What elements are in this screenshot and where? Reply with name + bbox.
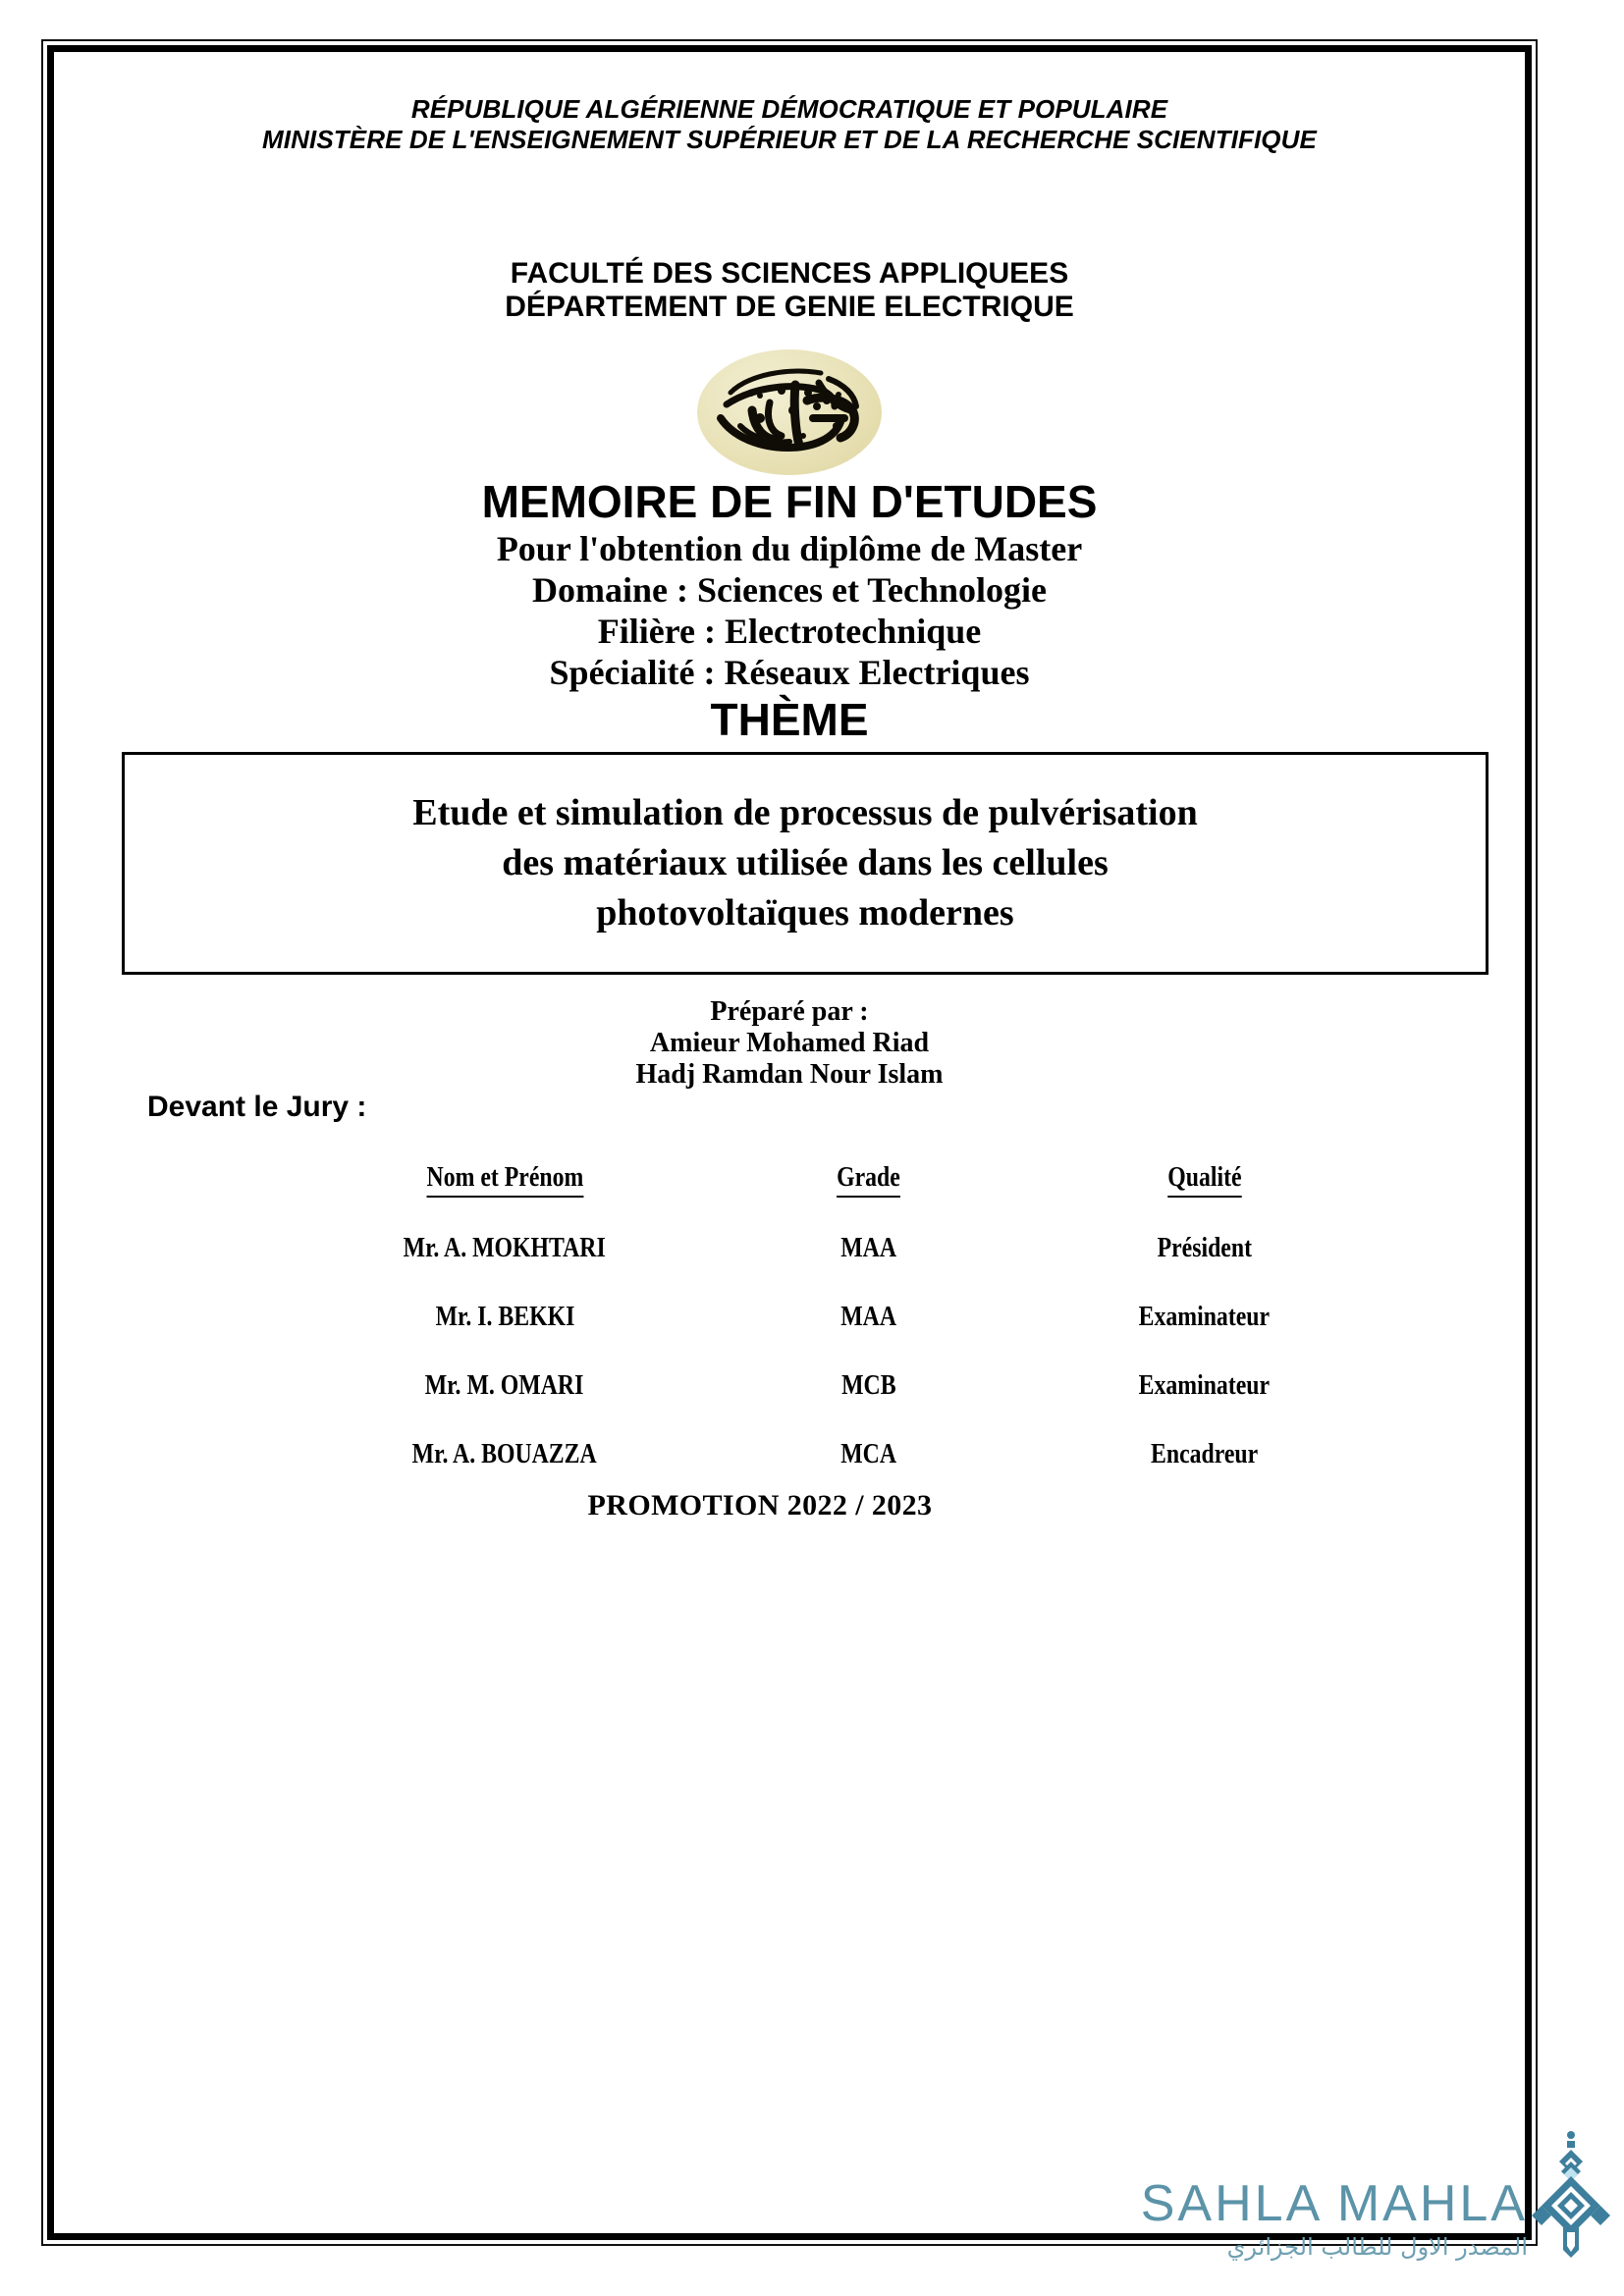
department-name: DÉPARTEMENT DE GENIE ELECTRIQUE xyxy=(505,291,1074,323)
document-type-title: MEMOIRE DE FIN D'ETUDES xyxy=(481,476,1098,527)
table-row xyxy=(281,1283,1400,1352)
student-row xyxy=(55,1028,1524,1059)
diploma-row xyxy=(55,528,1524,569)
jury-cell-grade: MCB xyxy=(840,1369,896,1402)
jury-column-grade: Grade xyxy=(729,1149,1008,1214)
watermark-title: SAHLA MAHLA xyxy=(1140,2175,1528,2232)
student-name: Hadj Ramdan Nour Islam xyxy=(635,1058,944,1090)
document-type-row xyxy=(55,475,1524,528)
jury-cell-grade: MCA xyxy=(840,1438,896,1470)
cover-page-content xyxy=(55,53,1524,2232)
jury-cell-quality: Examinateur xyxy=(1138,1369,1271,1402)
table-row xyxy=(281,1420,1400,1489)
jury-table xyxy=(281,1149,1400,1489)
ministry-line-row xyxy=(55,125,1524,155)
jury-column-name: Nom et Prénom xyxy=(281,1149,729,1214)
theme-label: THÈME xyxy=(710,694,869,745)
watermark-subtitle: المصدر الاول للطالب الجزائري xyxy=(1226,2233,1528,2261)
student-row xyxy=(55,1059,1524,1091)
student-name: Amieur Mohamed Riad xyxy=(649,1027,930,1058)
theme-line-3: photovoltaïques modernes xyxy=(596,891,1014,934)
table-row xyxy=(281,1214,1400,1283)
jury-cell-name: Mr. A. BOUAZZA xyxy=(411,1438,598,1470)
theme-line-2: des matériaux utilisée dans les cellules xyxy=(502,841,1109,883)
domaine-line: Domaine : Sciences et Technologie xyxy=(532,570,1047,610)
faculty-row xyxy=(55,257,1524,291)
jury-cell-quality: Encadreur xyxy=(1150,1438,1259,1470)
republic-line: RÉPUBLIQUE ALGÉRIENNE DÉMOCRATIQUE ET POPULAIRE xyxy=(410,94,1168,124)
university-logo-wrap xyxy=(55,349,1524,475)
jury-cell-quality: Examinateur xyxy=(1138,1301,1271,1333)
theme-box xyxy=(122,752,1489,975)
domaine-row xyxy=(55,569,1524,611)
jury-table-header-row xyxy=(281,1149,1400,1214)
jury-cell-name: Mr. A. MOKHTARI xyxy=(403,1232,607,1264)
ministry-line: MINISTÈRE DE L'ENSEIGNEMENT SUPÉRIEUR ET DE LA RECHERCHE SCIENTIFIQUE xyxy=(262,125,1317,154)
amazigh-diamond-logo-icon xyxy=(1524,2130,1618,2265)
department-row xyxy=(55,291,1524,324)
jury-cell-grade: MAA xyxy=(840,1301,896,1333)
theme-line-1: Etude et simulation de processus de pulvérisation xyxy=(412,792,1198,833)
jury-cell-name: Mr. M. OMARI xyxy=(425,1369,584,1402)
jury-label: Devant le Jury : xyxy=(147,1090,367,1123)
jury-cell-name: Mr. I. BEKKI xyxy=(435,1301,574,1333)
university-seal-icon xyxy=(697,349,882,475)
jury-column-quality: Qualité xyxy=(1008,1149,1400,1214)
prepared-by-block xyxy=(55,996,1524,1091)
filiere-line: Filière : Electrotechnique xyxy=(597,612,982,651)
filiere-row xyxy=(55,611,1524,652)
specialite-row xyxy=(55,652,1524,693)
specialite-line: Spécialité : Réseaux Electriques xyxy=(549,653,1030,692)
promotion-row xyxy=(55,1489,1524,1522)
prepared-label-row xyxy=(55,996,1524,1028)
promotion-line: PROMOTION 2022 / 2023 xyxy=(587,1488,933,1522)
diploma-line: Pour l'obtention du diplôme de Master xyxy=(496,529,1083,568)
jury-cell-quality: Président xyxy=(1157,1232,1252,1264)
faculty-name: FACULTÉ DES SCIENCES APPLIQUEES xyxy=(510,257,1069,290)
jury-cell-grade: MAA xyxy=(840,1232,896,1264)
table-row xyxy=(281,1352,1400,1420)
prepared-by-label: Préparé par : xyxy=(710,995,869,1027)
ministry-header xyxy=(55,94,1524,155)
jury-label-row xyxy=(55,1091,1524,1124)
republic-line-row xyxy=(55,94,1524,125)
theme-label-row xyxy=(55,693,1524,746)
institution-block xyxy=(55,257,1524,324)
